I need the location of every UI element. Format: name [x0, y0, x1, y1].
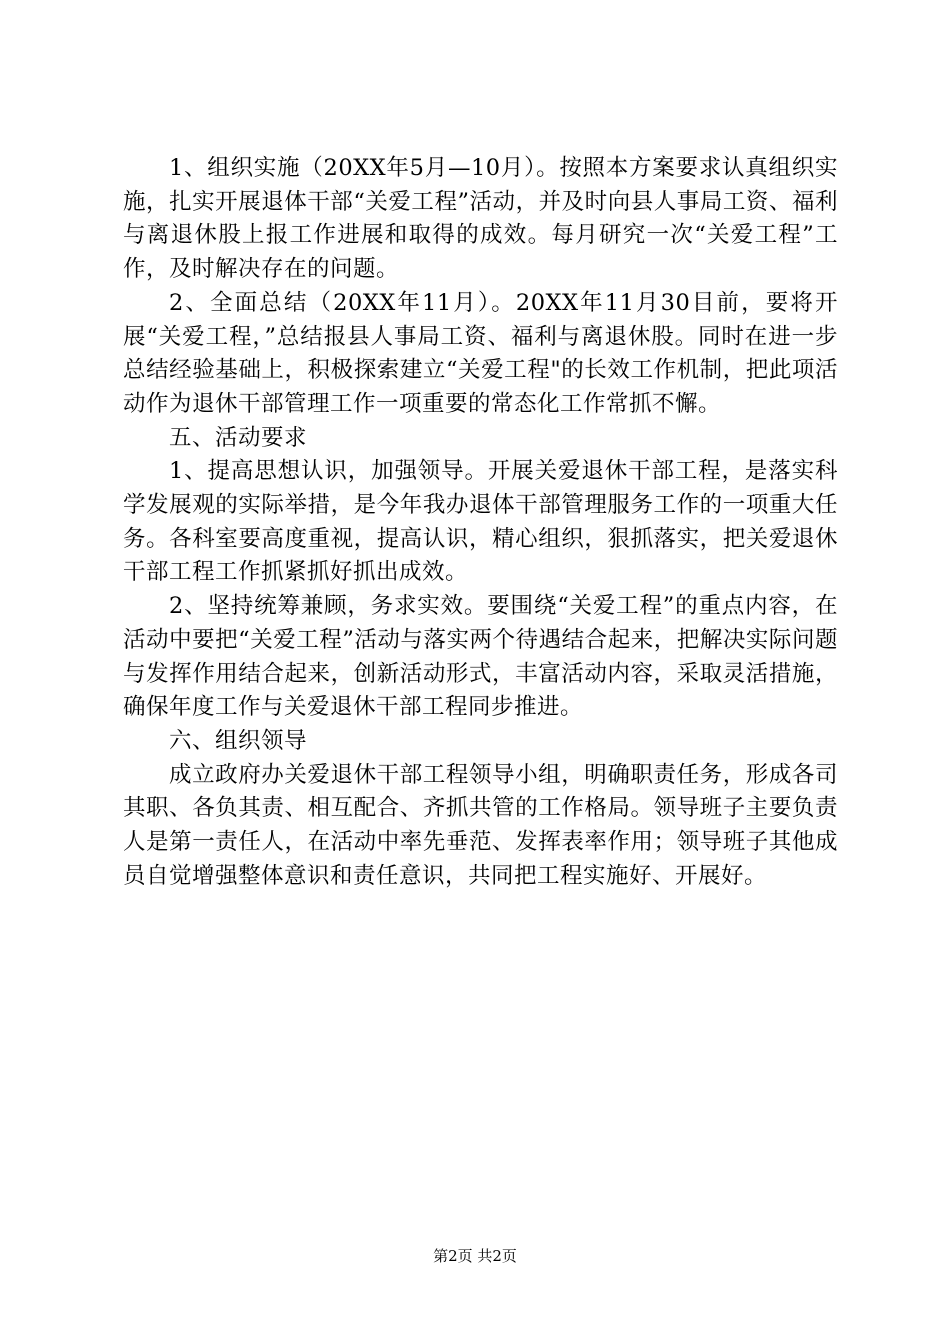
section-heading-organization-leadership: 六、组织领导 [169, 727, 308, 754]
paragraph-organize-implementation: 1、组织实施（20XX年5月—10月）。按照本方案要求认真组织实施，扎实开展退体干部“关爱工程”活动，并及时向县人事局工资、福利与离退休股上报工作进展和取得的成效。每月研究一次“关爱工程”工作，及时解决存在的问题。 [123, 155, 838, 283]
paragraph-comprehensive-summary: 2、全面总结（20XX年11月）。20XX年11月30目前，要将开展“关爱工程，”总结报县人事局工资、福利与离退休股。同时在进一步总结经验基础上，积极探索建立“关爱工程"的长效工作机制，把此项活动作为退休干部管理工作一项重要的常态化工作常抓不懈。 [123, 289, 838, 417]
section-heading-activity-requirements: 五、活动要求 [169, 424, 308, 451]
paragraph-raise-awareness: 1、提高思想认识，加强领导。开展关爱退休干部工程，是落实科学发展观的实际举措，是今年我办退体干部管理服务工作的一项重大任务。各科室要高度重视，提高认识，精心组织，狠抓落实，把关爱退休干部工程工作抓紧抓好抓出成效。 [123, 458, 838, 586]
paragraph-leadership-group: 成立政府办关爱退休干部工程领导小组，明确职责任务，形成各司其职、各负其责、相互配合、齐抓共管的工作格局。领导班子主要负责人是第一责任人，在活动中率先垂范、发挥表率作用；领导班子其他成员自觉增强整体意识和责任意识，共同把工程实施好、开展好。 [123, 761, 838, 889]
page-footer: 第2页 共2页 [433, 1247, 517, 1265]
paragraph-overall-planning: 2、坚持统筹兼顾，务求实效。要围绕“关爱工程”的重点内容，在活动中要把“关爱工程”活动与落实两个待遇结合起来，把解决实际问题与发挥作用结合起来，创新活动形式，丰富活动内容，采取灵活措施，确保年度工作与关爱退休干部工程同步推进。 [123, 593, 838, 721]
document-body [123, 152, 838, 893]
